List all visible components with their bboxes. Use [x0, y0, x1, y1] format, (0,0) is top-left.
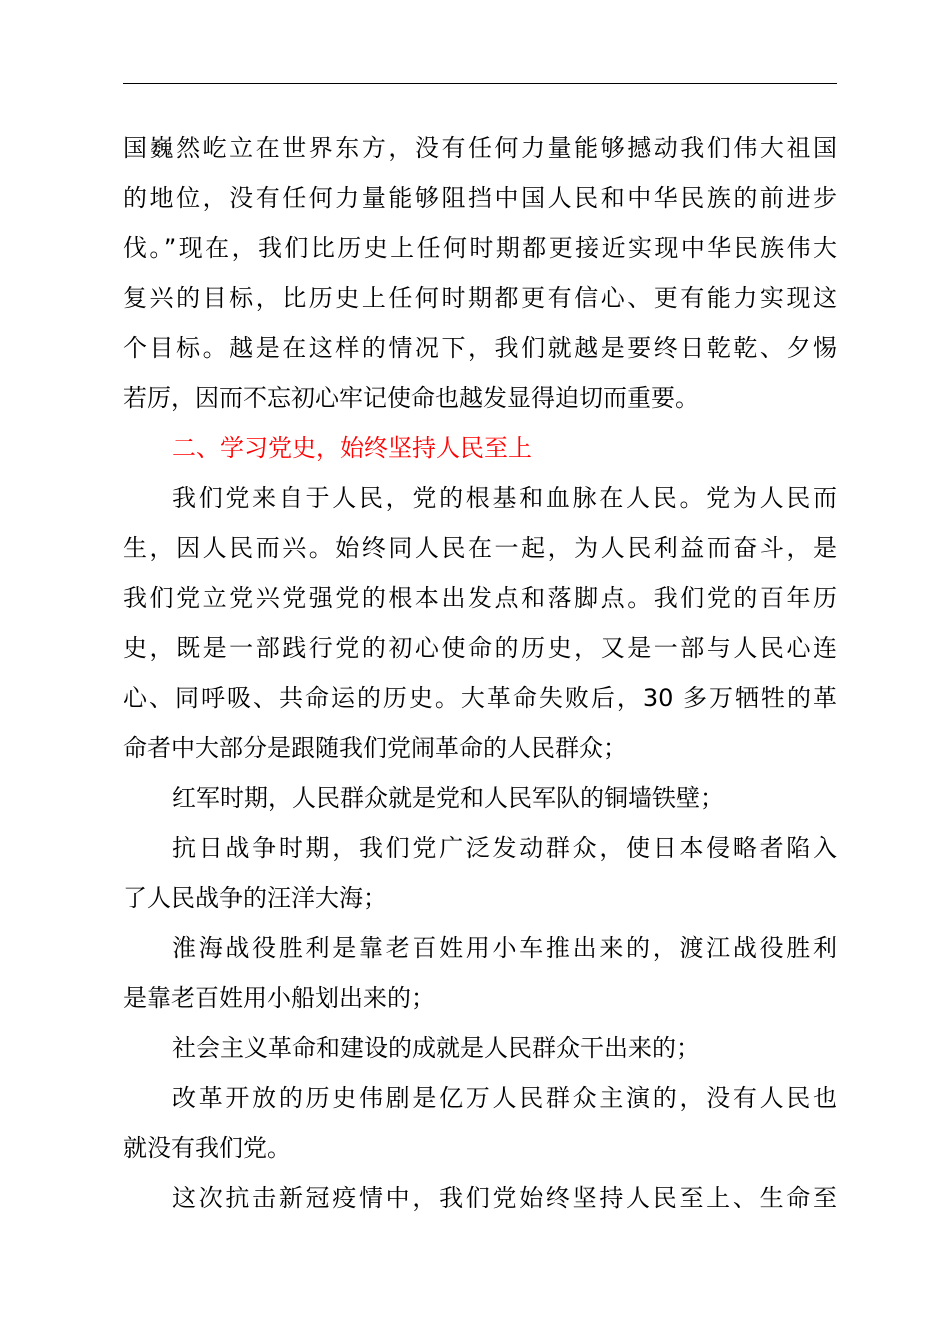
body-line: 红军时期，人民群众就是党和人民军队的铜墙铁壁；: [172, 784, 724, 812]
body-line: 改革开放的历史伟剧是亿万人民群众主演的，没有人民也: [172, 1084, 837, 1112]
body-line: 我们党来自于人民，党的根基和血脉在人民。党为人民而: [172, 484, 837, 512]
body-line: 这次抗击新冠疫情中，我们党始终坚持人民至上、生命至: [172, 1184, 837, 1212]
body-line: 的地位，没有任何力量能够阻挡中国人民和中华民族的前进步: [123, 184, 837, 212]
body-line: 了人民战争的汪洋大海；: [123, 884, 387, 912]
body-line: 个目标。越是在这样的情况下，我们就越是要终日乾乾、夕惕: [123, 334, 837, 362]
body-line: 心、同呼吸、共命运的历史。大革命失败后，30 多万牺牲的革: [123, 684, 837, 712]
header-rule: [123, 83, 837, 84]
body-line: 复兴的目标，比历史上任何时期都更有信心、更有能力实现这: [123, 284, 837, 312]
body-line: 社会主义革命和建设的成就是人民群众干出来的；: [172, 1034, 700, 1062]
body-line: 抗日战争时期，我们党广泛发动群众，使日本侵略者陷入: [172, 834, 837, 862]
body-line: 若厉，因而不忘初心牢记使命也越发显得迫切而重要。: [123, 384, 699, 412]
body-line: 史，既是一部践行党的初心使命的历史，又是一部与人民心连: [123, 634, 837, 662]
body-line: 命者中大部分是跟随我们党闹革命的人民群众；: [123, 734, 627, 762]
section-heading: 二、学习党史，始终坚持人民至上: [172, 434, 532, 462]
body-line: 淮海战役胜利是靠老百姓用小车推出来的，渡江战役胜利: [172, 934, 837, 962]
body-line: 国巍然屹立在世界东方，没有任何力量能够撼动我们伟大祖国: [123, 134, 837, 162]
body-line: 生，因人民而兴。始终同人民在一起，为人民利益而奋斗，是: [123, 534, 837, 562]
body-line: 伐。”现在，我们比历史上任何时期都更接近实现中华民族伟大: [123, 234, 837, 262]
body-line: 我们党立党兴党强党的根本出发点和落脚点。我们党的百年历: [123, 584, 837, 612]
body-line: 是靠老百姓用小船划出来的；: [123, 984, 435, 1012]
body-line: 就没有我们党。: [123, 1134, 291, 1162]
